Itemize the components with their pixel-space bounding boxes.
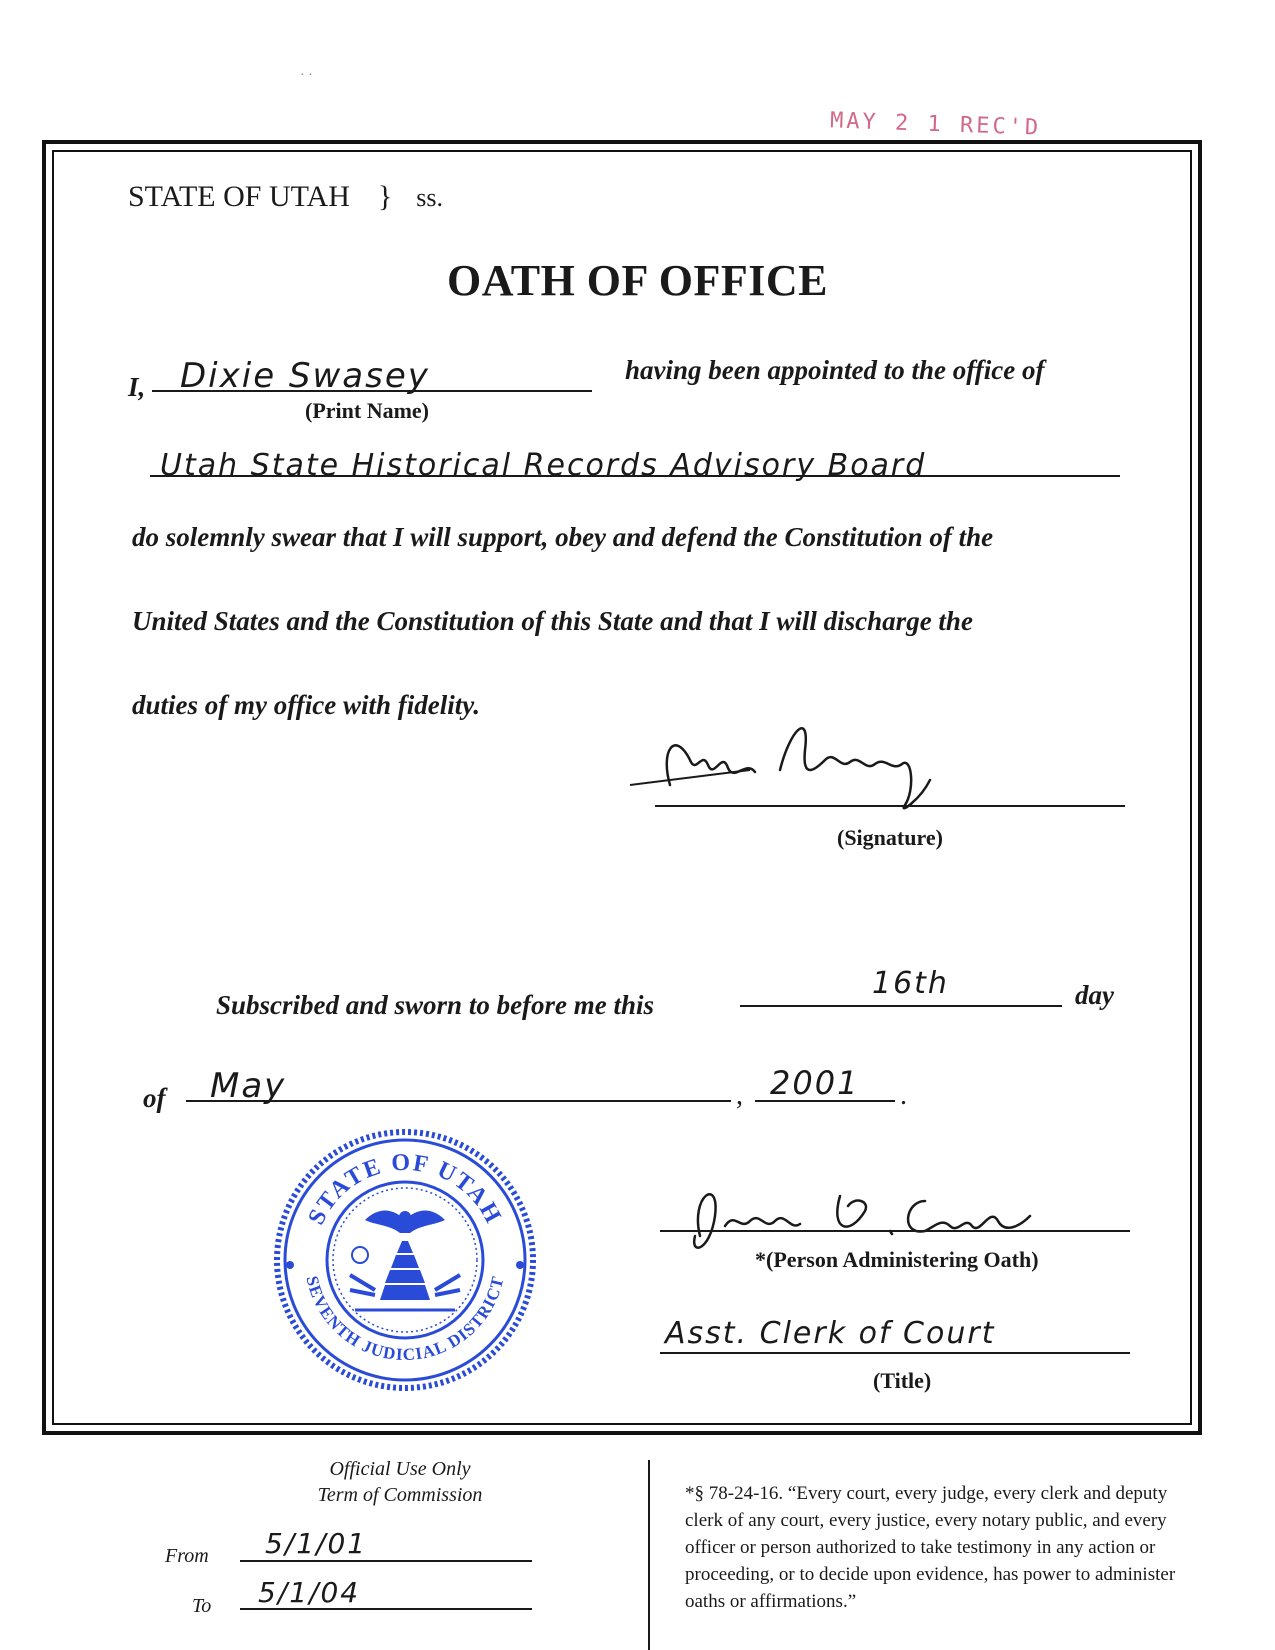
official-use-block <box>270 1456 530 1508</box>
oath-pronoun: I, <box>128 372 146 402</box>
venue-line <box>128 180 443 214</box>
title-line <box>660 1352 1130 1354</box>
print-name-label: (Print Name) <box>305 398 430 423</box>
scan-speck: · · <box>300 68 313 83</box>
office-value: Utah State Historical Records Advisory Board <box>160 448 927 483</box>
month-value: May <box>210 1066 287 1106</box>
month-line <box>186 1100 731 1102</box>
print-name-line <box>152 390 592 392</box>
date-comma: , <box>736 1080 743 1111</box>
subscribed-text: Subscribed and sworn to before me this <box>216 990 655 1020</box>
oath-text-line-1: do solemnly swear that I will support, obey and defend the Constitution of the <box>132 522 994 552</box>
of-word: of <box>143 1083 166 1113</box>
scilicet-abbrev: ss. <box>416 183 444 212</box>
from-line <box>240 1560 532 1562</box>
to-label: To <box>192 1595 212 1617</box>
court-seal <box>270 1125 540 1395</box>
year-value: 2001 <box>770 1064 860 1102</box>
day-value: 16th <box>872 966 949 1001</box>
office-line <box>150 475 1120 477</box>
seal-bottom-text: SEVENTH JUDICIAL DISTRICT <box>302 1273 508 1365</box>
venue-brace: } <box>377 180 393 213</box>
from-date-value: 5/1/01 <box>265 1527 368 1560</box>
term-of-commission-heading: Term of Commission <box>317 1484 483 1506</box>
document-title: OATH OF OFFICE <box>447 256 828 305</box>
title-label: (Title) <box>873 1368 932 1393</box>
oath-text-line-2: United States and the Constitution of this State and that I will discharge the <box>132 606 973 636</box>
administrator-label: *(Person Administering Oath) <box>755 1247 1039 1272</box>
to-line <box>240 1608 532 1610</box>
received-date-stamp: MAY 2 1 REC'D <box>829 108 1042 141</box>
administrator-title-value: Asst. Clerk of Court <box>665 1316 996 1351</box>
oath-text-line-3: duties of my office with fidelity. <box>132 690 480 720</box>
from-label: From <box>165 1545 209 1567</box>
appointed-text: having been appointed to the office of <box>625 355 1045 385</box>
administrator-line <box>660 1230 1130 1232</box>
statute-footnote: *§ 78-24-16. “Every court, every judge, every clerk and deputy clerk of any court, every justice, every notary public, and every officer or person authorized to take testimony in any action or proceeding, or to decide upon evidence, has power to administer oaths or affirmations.” <box>685 1483 1176 1612</box>
day-word: day <box>1075 980 1114 1010</box>
signature-line <box>655 805 1125 807</box>
year-line <box>755 1100 895 1102</box>
print-name-value: Dixie Swasey <box>180 356 430 396</box>
date-period: . <box>900 1080 907 1111</box>
to-date-value: 5/1/04 <box>258 1576 361 1609</box>
seal-top-text: STATE OF UTAH <box>303 1149 507 1229</box>
oath-taker-signature <box>630 690 960 820</box>
signature-label: (Signature) <box>837 825 943 850</box>
day-line <box>740 1005 1062 1007</box>
official-use-heading: Official Use Only <box>329 1458 471 1480</box>
footer-divider <box>648 1460 650 1650</box>
state-name: STATE OF UTAH <box>128 180 350 213</box>
